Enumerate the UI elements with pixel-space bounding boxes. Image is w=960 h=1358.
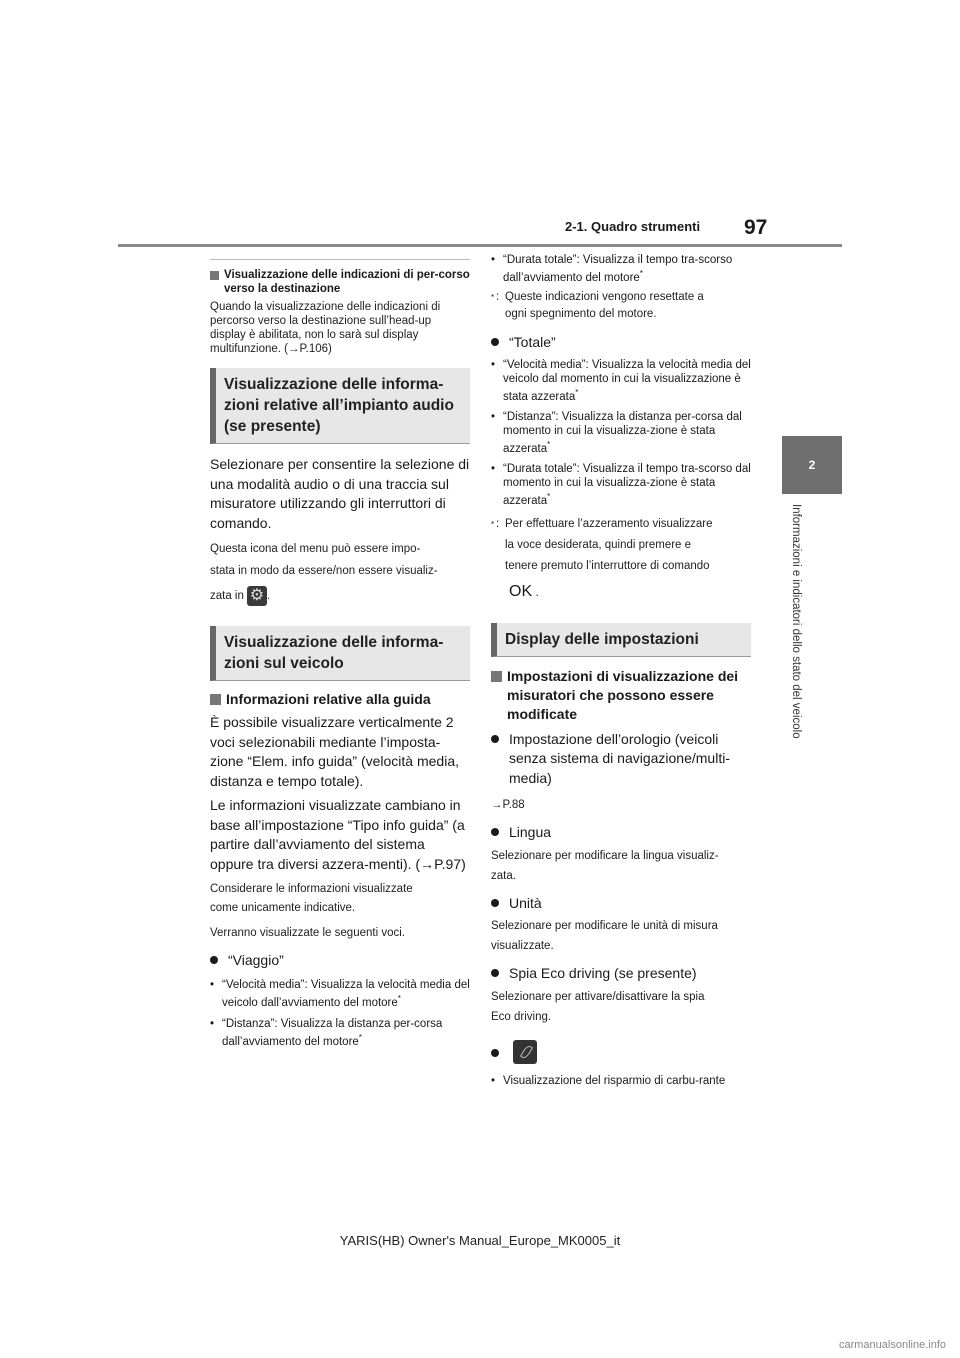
chapter-title: Informazioni e indicatori dello stato del veicolo	[790, 504, 802, 739]
note-line: Eco driving.	[491, 1010, 552, 1023]
bullet-icon	[210, 956, 218, 964]
list-item: Lingua	[491, 823, 751, 843]
list-item	[491, 1040, 751, 1066]
list-item: • “Distanza”: Visualizza la distanza per-corsa dal momento in cui la visualizza-zione è stata azzerata*	[491, 411, 742, 455]
note-line: visualizzate.	[491, 940, 554, 953]
list-item: • “Durata totale”: Visualizza il tempo tra-scorso dall’avviamento del motore*	[491, 254, 733, 284]
page-number: 97	[744, 216, 768, 239]
note-line: Selezionare per modificare le unità di misura	[491, 920, 718, 933]
list-item: • “Distanza”: Visualizza la distanza per-corsa dall’avviamento del motore*	[210, 1018, 443, 1049]
eco-leaf-icon	[513, 1040, 537, 1064]
list-item: Spia Eco driving (se presente)	[491, 964, 751, 984]
gear-icon	[247, 586, 267, 606]
list-item: “Viaggio”	[210, 951, 470, 971]
chapter-tab[interactable]	[782, 436, 842, 494]
note-line: zata.	[491, 869, 516, 882]
divider	[210, 259, 470, 260]
header-divider	[118, 244, 842, 247]
bullet-icon	[491, 1049, 499, 1057]
square-bullet-icon	[491, 671, 502, 682]
list-item: Unità	[491, 894, 751, 914]
note-line: Selezionare per attivare/disattivare la spia	[491, 990, 705, 1003]
section-heading-box: Visualizzazione delle informa-zioni sul veicolo	[210, 626, 470, 681]
note-line: Questa icona del menu può essere impo-	[210, 543, 421, 555]
note-line: zata in⚙ .	[210, 586, 470, 606]
bullet-icon	[491, 338, 499, 346]
ok-button-symbol: OK .	[509, 582, 539, 600]
right-column	[491, 253, 751, 1088]
bullet-icon	[491, 735, 499, 743]
section-heading-box: Display delle impostazioni	[491, 623, 751, 657]
square-bullet-icon	[210, 694, 221, 705]
watermark: carmanualsonline.info	[838, 1339, 946, 1351]
chapter-sidebar	[784, 504, 806, 794]
list-item: • “Velocità media”: Visualizza la velocità media del veicolo dal momento in cui la visualizzazione è stata azzerata*	[491, 359, 751, 404]
list-item: • “Velocità media”: Visualizza la velocità media del veicolo dall’avviamento del motore*	[210, 978, 470, 1009]
manual-footer: YARIS(HB) Owner's Manual_Europe_MK0005_it	[339, 1233, 621, 1248]
chapter-number: 2	[808, 458, 816, 472]
subsection-heading: Impostazioni di visualizzazione dei misuratori che possono essere modificate	[491, 667, 751, 724]
paragraph: Quando la visualizzazione delle indicazioni di percorso verso la destinazione sull’head-up display è abilitata, non lo sarà sul display multifunzione. (→P.106)	[210, 301, 441, 355]
section-title: 2-1. Quadro strumenti	[565, 219, 701, 234]
note-line: Considerare le informazioni visualizzate	[210, 883, 413, 895]
list-item: • Visualizzazione del risparmio di carbu-rante	[491, 1074, 726, 1087]
bullet-icon	[491, 969, 499, 977]
paragraph: Selezionare per consentire la selezione di una modalità audio o di una traccia sul misuratore utilizzando gli interruttori di comando.	[210, 456, 470, 531]
subsection-heading: Informazioni relative alla guida	[210, 690, 470, 709]
paragraph: Le informazioni visualizzate cambiano in base all’impostazione “Tipo info guida” (a partire dall’avviamento del sistema oppure tra diversi azzera-menti). (→P.97)	[210, 797, 466, 872]
note-line: come unicamente indicative.	[210, 902, 356, 914]
list-item: • “Durata totale”: Visualizza il tempo tra-scorso dal momento in cui la visualizza-zione è stata azzerata*	[491, 462, 751, 507]
list-item: “Totale”	[491, 333, 751, 353]
left-column	[210, 259, 470, 1049]
note-line: stata in modo da essere/non essere visualiz-	[210, 565, 438, 577]
bullet-icon	[491, 828, 499, 836]
note-line: Verranno visualizzate le seguenti voci.	[210, 927, 405, 939]
footnote: * : Per effettuare l’azzeramento visualizzare la voce desiderata, quindi premere e tenere premuto l’interruttore di comando	[491, 517, 713, 572]
paragraph: È possibile visualizzare verticalmente 2 voci selezionabili mediante l’imposta-zione “Elem. info guida” (velocità media, distanza e tempo totale).	[210, 714, 460, 789]
list-item: Impostazione dell’orologio (veicoli senza sistema di navigazione/multi-media)	[491, 730, 751, 789]
bullet-icon	[491, 899, 499, 907]
footnote: * : Queste indicazioni vengono resettate a ogni spegnimento del motore.	[491, 290, 704, 320]
note-line: Selezionare per modificare la lingua visualiz-	[491, 849, 719, 862]
section-heading-box: Visualizzazione delle informa-zioni relative all’impianto audio (se presente)	[210, 368, 470, 444]
page-reference[interactable]: →P.88	[491, 799, 525, 812]
subsection-heading: Visualizzazione delle indicazioni di per-corso verso la destinazione	[210, 268, 470, 296]
square-bullet-icon	[210, 271, 219, 280]
